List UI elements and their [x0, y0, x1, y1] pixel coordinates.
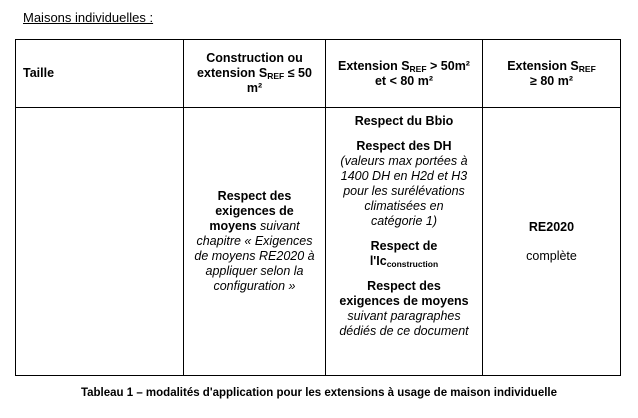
cell-ic-subscript: construction [386, 259, 439, 269]
header-construction-line2 [187, 66, 322, 81]
header-taille-label: Taille [23, 66, 55, 80]
cell-construction-note: de moyens RE2020 à [194, 249, 315, 263]
table-header-row [16, 40, 621, 108]
header-extension-large-line2: ≥ 80 m² [530, 73, 573, 88]
header-extension-large-line1 [486, 59, 617, 74]
header-extension-large-text: Extension S [507, 58, 579, 73]
header-extension-mid [326, 40, 483, 108]
cell-dh-title: Respect des DH [356, 139, 452, 153]
cell-ic-line2 [329, 254, 479, 269]
header-extension-large [483, 40, 621, 108]
cell-construction-italic: suivant [256, 219, 300, 233]
cell-dh-note: climatisées en [364, 199, 444, 213]
cell-construction-note: appliquer selon la [205, 264, 304, 278]
section-heading: Maisons individuelles : [23, 10, 154, 25]
table-caption: Tableau 1 – modalités d'application pour les extensions à usage de maison individuelle [80, 387, 558, 399]
cell-dh-note: (valeurs max portées à [340, 154, 468, 168]
header-construction [184, 40, 326, 108]
cell-construction-line [187, 219, 322, 234]
cell-construction [184, 108, 326, 376]
header-extension-mid-line2: et < 80 m² [374, 73, 433, 88]
header-extension-mid-line1 [329, 59, 479, 74]
cell-construction-note: configuration » [213, 279, 296, 293]
header-construction-text: extension S [197, 66, 268, 80]
cell-dh-note: 1400 DH en H2d et H3 [340, 169, 468, 183]
cell-construction-line: Respect des [217, 189, 292, 203]
header-construction-limit: ≤ 50 [284, 66, 312, 80]
header-construction-unit: m² [246, 81, 263, 95]
cell-moyens-line2: exigences de moyens [339, 294, 469, 308]
header-taille [16, 40, 184, 108]
header-construction-line1: Construction ou [206, 51, 303, 65]
cell-moyens-note: dédiés de ce document [339, 324, 469, 338]
cell-bbio: Respect du Bbio [354, 114, 454, 128]
cell-moyens-note: suivant paragraphes [347, 309, 461, 323]
cell-extension-mid [326, 108, 483, 376]
modalities-table [15, 39, 621, 376]
cell-ic-text: l'Ic [369, 254, 387, 268]
cell-re2020-title: RE2020 [528, 219, 575, 234]
cell-construction-line: exigences de [215, 204, 294, 218]
cell-ic-line1: Respect de [370, 239, 438, 253]
header-extension-large-subscript: REF [578, 63, 596, 74]
header-extension-mid-limit: > 50m² [426, 58, 470, 73]
header-extension-mid-subscript: REF [409, 63, 427, 74]
cell-re2020-sub: complète [526, 248, 577, 263]
cell-construction-bold: moyens [209, 219, 257, 233]
table-body-row [16, 108, 621, 376]
cell-moyens-line1: Respect des [367, 279, 441, 293]
header-extension-mid-text: Extension S [338, 58, 410, 73]
cell-taille-empty [16, 108, 184, 376]
cell-extension-large [483, 108, 621, 376]
cell-construction-note: chapitre « Exigences [196, 234, 313, 248]
header-construction-subscript: REF [267, 71, 285, 81]
cell-dh-note: catégorie 1) [370, 214, 437, 228]
cell-dh-note: pour les surélévations [343, 184, 465, 198]
